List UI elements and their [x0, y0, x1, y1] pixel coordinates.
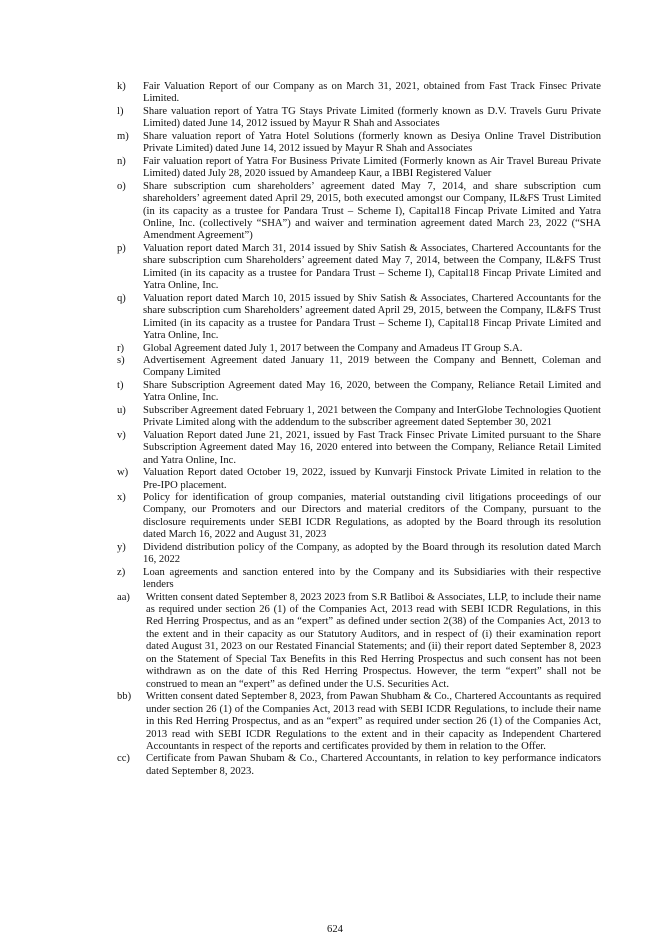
- document-list: [117, 81, 601, 778]
- item-label: r): [117, 342, 125, 354]
- item-label: v): [117, 429, 126, 441]
- item-label: z): [117, 566, 126, 578]
- item-text: Loan agreements and sanction entered into by the Company and its Subsidiaries with their respective lenders: [143, 566, 601, 591]
- item-text: Policy for identification of group companies, material outstanding civil litigations proceedings of our Company, our Promoters and our Directors and material creditors of the Company, pursuant to the disclosure requirements under SEBI ICDR Regulations, as adopted by the Board through its resolution dated March 16, 2022 and August 31, 2023: [143, 491, 601, 541]
- item-label: s): [117, 354, 125, 366]
- list-item: [117, 380, 601, 405]
- item-label: u): [117, 404, 126, 416]
- item-label: p): [117, 242, 126, 254]
- list-item: [117, 81, 601, 106]
- item-text: Share valuation report of Yatra TG Stays Private Limited (formerly known as D.V. Travels Guru Private Limited) dated June 14, 2012 issued by Mayur R Shah and Associates: [143, 105, 601, 130]
- item-text: Dividend distribution policy of the Company, as adopted by the Board through its resolution dated March 16, 2022: [143, 541, 601, 566]
- page-number: 624: [327, 924, 343, 935]
- list-item: [117, 430, 601, 467]
- list-item: [117, 243, 601, 293]
- item-label: t): [117, 379, 124, 391]
- list-item: [117, 567, 601, 592]
- item-label: n): [117, 155, 126, 167]
- item-label: o): [117, 180, 126, 192]
- item-label: k): [117, 81, 126, 92]
- list-item: [117, 592, 601, 692]
- list-item: [117, 542, 601, 567]
- list-item: [117, 343, 601, 355]
- item-text: Certificate from Pawan Shubam & Co., Chartered Accountants, in relation to key performance indicators dated September 8, 2023.: [146, 753, 601, 777]
- item-label: m): [117, 130, 129, 142]
- item-label: x): [117, 491, 126, 503]
- item-label: y): [117, 541, 126, 553]
- list-item: [117, 293, 601, 343]
- list-item: [117, 131, 601, 156]
- item-text: Valuation Report dated October 19, 2022, issued by Kunvarji Finstock Private Limited in relation to the Pre-IPO placement.: [143, 467, 601, 491]
- item-text: Share subscription cum shareholders’ agreement dated May 7, 2014, and share subscription cum shareholders’ agreement dated April 29, 2015, both executed amongst our Company, IL&FS Trust Limited (in its capacity as a trustee for Pandara Trust – Scheme I), Capital18 Fincap Private Limited and Yatra Online, Inc. (collectively “SHA”) and waiver and termination agreement dated March 23, 2022 (“SHA Amendment Agreement”): [143, 180, 601, 242]
- item-text: Advertisement Agreement dated January 11, 2019 between the Company and Bennett, Coleman and Company Limited: [143, 354, 601, 379]
- item-label: q): [117, 292, 126, 304]
- list-item: [117, 405, 601, 430]
- item-text: Share valuation report of Yatra Hotel Solutions (formerly known as Desiya Online Travel Distribution Private Limited) dated June 14, 2012 issued by Mayur R Shah and Associates: [143, 130, 601, 155]
- item-label: l): [117, 105, 124, 117]
- item-text: Valuation report dated March 31, 2014 issued by Shiv Satish & Associates, Chartered Accountants for the share subscription cum Shareholders’ agreement dated May 7, 2014, between the Company, IL&FS Trust Limited (in its capacity as a trustee for Pandara Trust – Scheme I), Capital18 Fincap Private Limited and Yatra Online, Inc.: [143, 242, 601, 292]
- list-item: [117, 691, 601, 753]
- list-item: [117, 156, 601, 181]
- item-text: Fair Valuation Report of our Company as on March 31, 2021, obtained from Fast Track Finsec Private Limited.: [143, 81, 601, 105]
- item-text: Subscriber Agreement dated February 1, 2021 between the Company and InterGlobe Technologies Quotient Private Limited along with the addendum to the subscriber agreement dated September 30, 2021: [143, 404, 601, 429]
- item-text: Valuation report dated March 10, 2015 issued by Shiv Satish & Associates, Chartered Accountants for the share subscription cum Shareholders’ agreement dated April 29, 2015, between the Company, IL&FS Trust Limited (in its capacity as a trustee for Pandara Trust – Scheme I), Capital18 Fincap Private Limited and Yatra Online, Inc.: [143, 292, 601, 342]
- list-item: [117, 467, 601, 492]
- list-item: [117, 181, 601, 243]
- list-item: [117, 492, 601, 542]
- item-label: aa): [117, 591, 130, 603]
- item-label: cc): [117, 753, 130, 765]
- item-label: bb): [117, 691, 132, 703]
- item-text: Written consent dated September 8, 2023, from Pawan Shubham & Co., Chartered Accountants as required under section 26 (1) of the Companies Act, 2013 read with SEBI ICDR Regulations, to include their name in this Red Herring Prospectus, and as an “expert” as required under section 26 (1) of the Companies Act, 2013 read with SEBI ICDR Regulations to the extent and in their capacity as Independent Chartered Accountants in respect of the reports and certificates provided by them in relation to the Offer.: [146, 691, 601, 753]
- item-text: Written consent dated September 8, 2023 2023 from S.R Batliboi & Associates, LLP, to include their name as required under section 26 (1) of the Companies Act, 2013 read with SEBI ICDR Regulations, in this Red Herring Prospectus, and as an “expert” as defined under section 2(38) of the Companies Act, 2013 to the extent and in their capacity as our Statutory Auditors, and in respect of (i) their examination report dated August 31, 2023 on our Restated Financial Statements; and (ii) their report dated September 8, 2023 on the Statement of Special Tax Benefits in this Red Herring Prospectus and such consent has not been withdrawn as on the date of this Red Herring Prospectus. However, the term “expert” shall not be construed to mean an “expert” as defined under the U.S. Securities Act.: [146, 591, 601, 690]
- list-item: [117, 106, 601, 131]
- item-text: Fair valuation report of Yatra For Business Private Limited (Formerly known as Air Travel Bureau Private Limited) dated July 28, 2020 issued by Amandeep Kaur, a IBBI Registered Valuer: [143, 155, 601, 180]
- item-text: Share Subscription Agreement dated May 16, 2020, between the Company, Reliance Retail Limited and Yatra Online, Inc.: [143, 379, 601, 404]
- list-item: [117, 355, 601, 380]
- item-text: Global Agreement dated July 1, 2017 between the Company and Amadeus IT Group S.A.: [143, 342, 523, 354]
- list-item: [117, 753, 601, 778]
- item-label: w): [117, 467, 129, 479]
- item-text: Valuation Report dated June 21, 2021, issued by Fast Track Finsec Private Limited pursuant to the Share Subscription Agreement dated May 16, 2020 entered into between the Company, Reliance Retail Limited and Yatra Online, Inc.: [143, 429, 601, 466]
